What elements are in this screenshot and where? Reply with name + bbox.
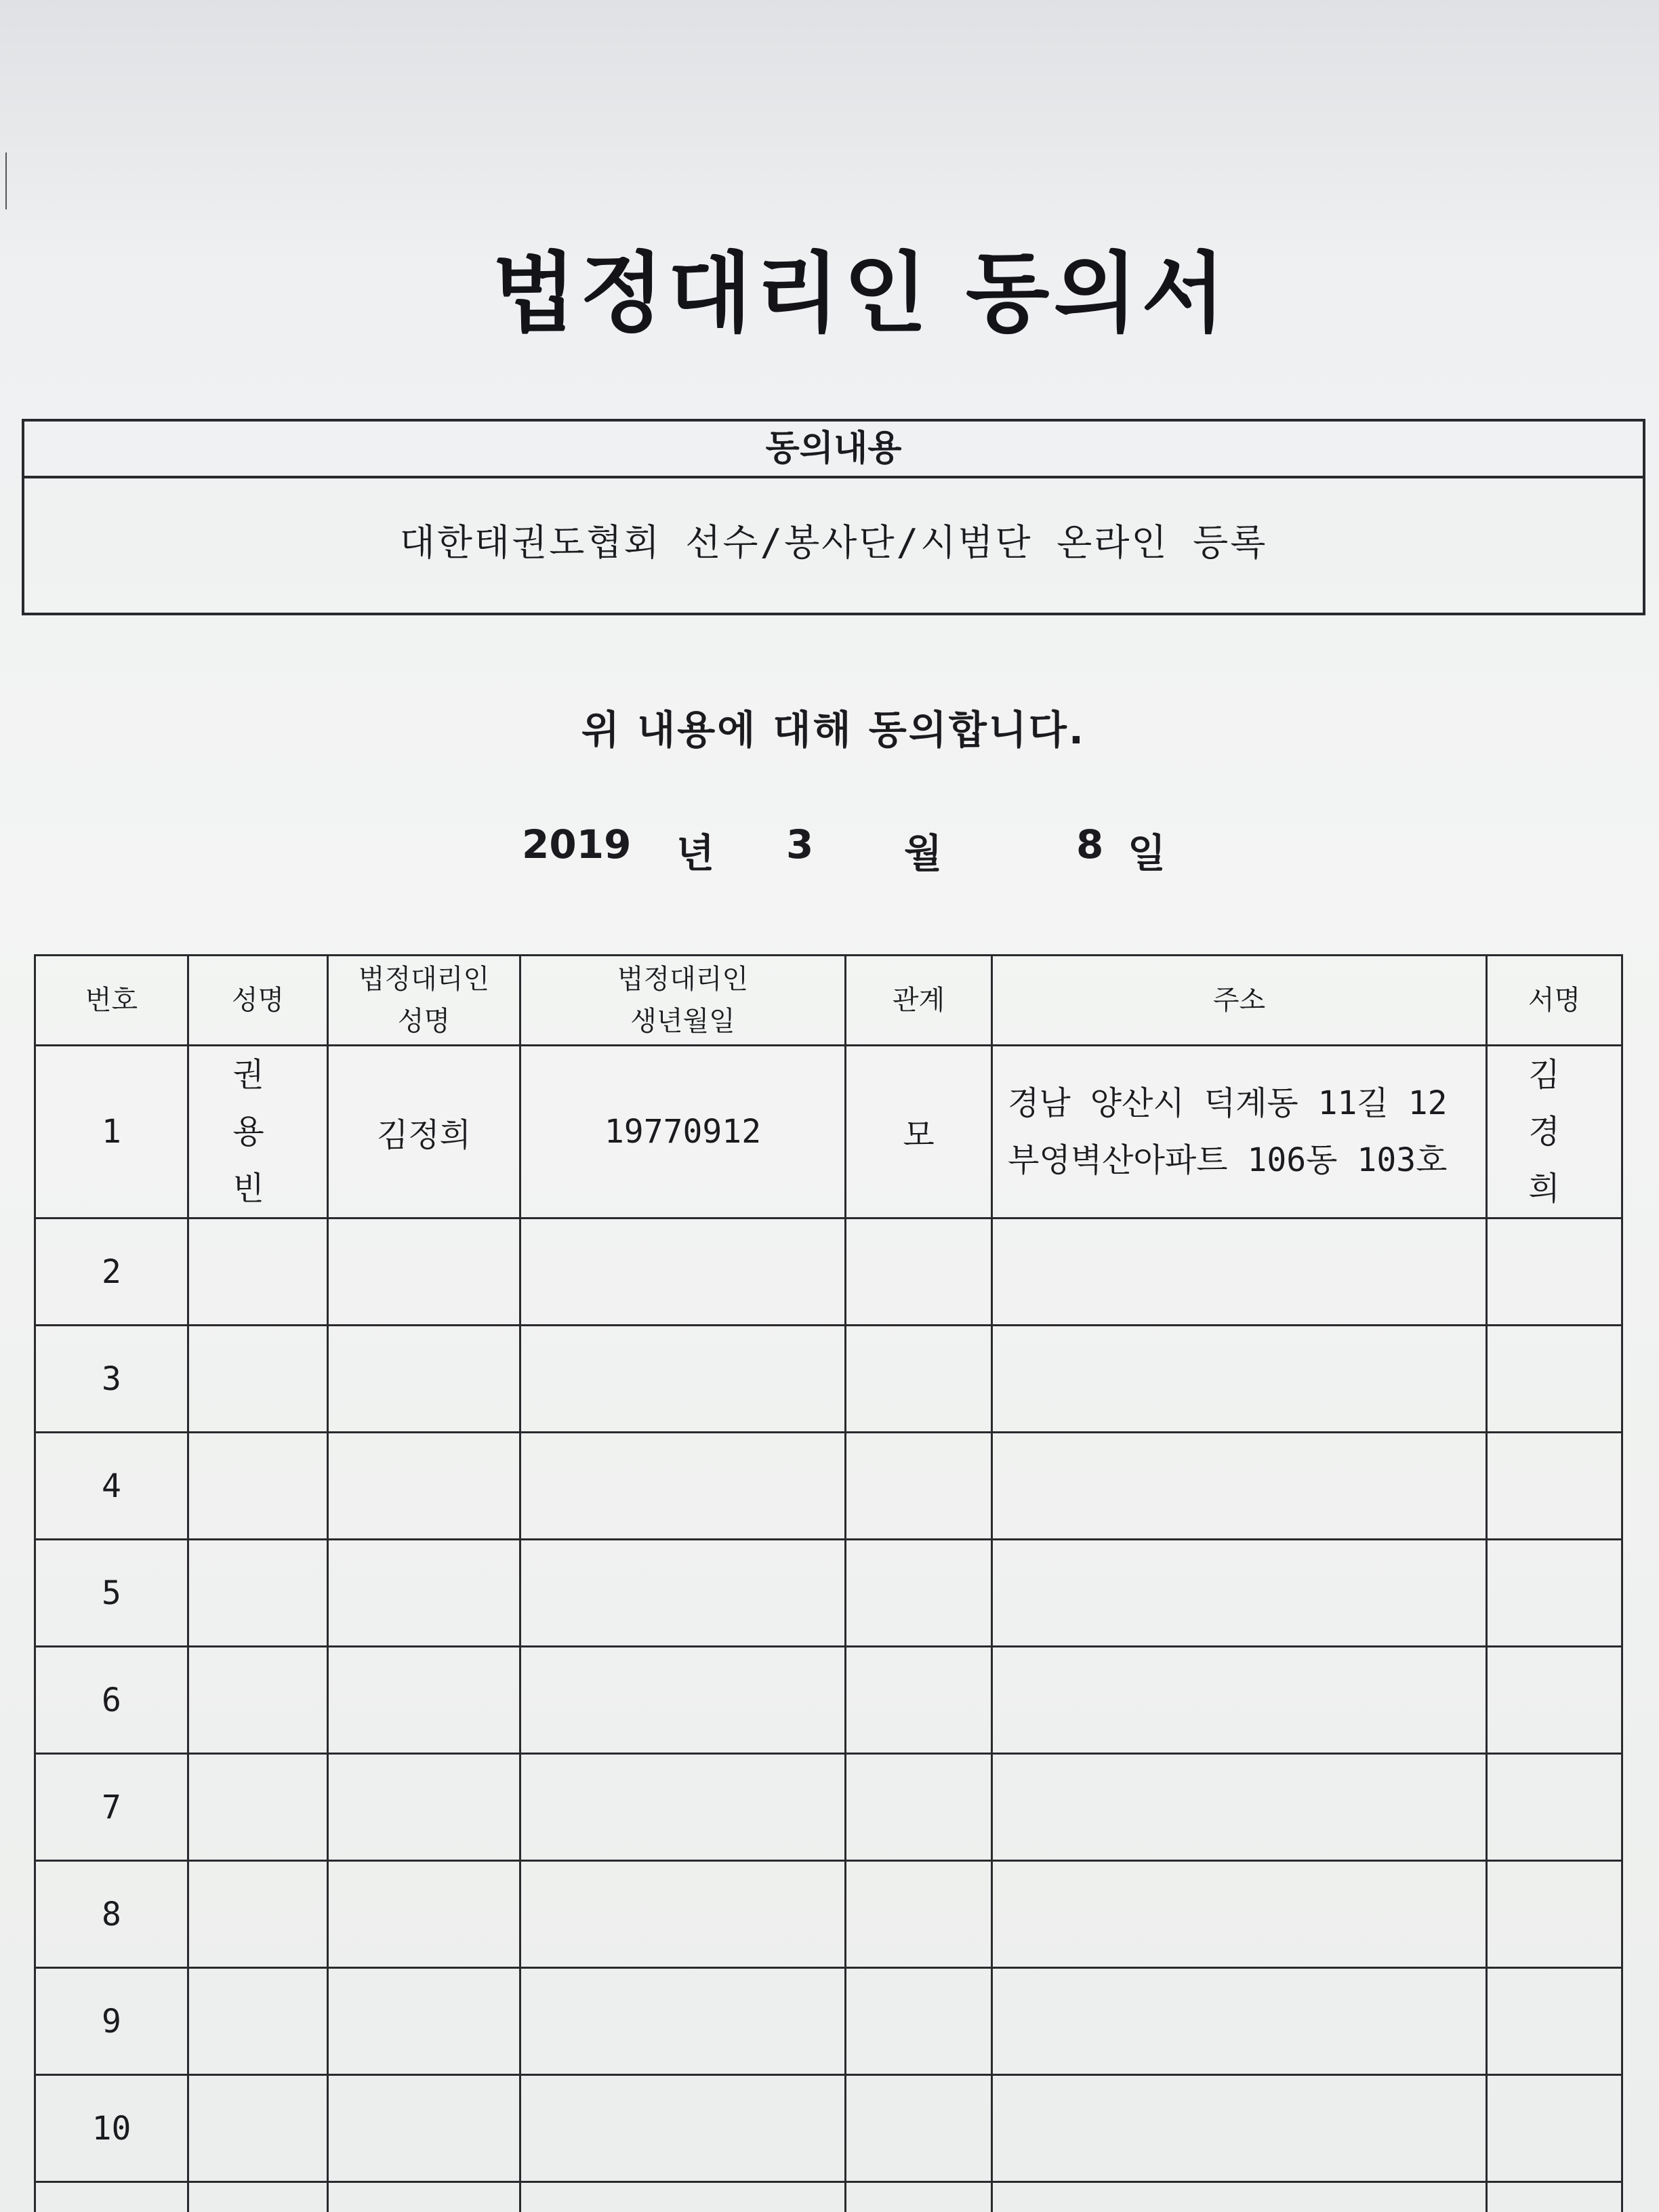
- empty-cell: [188, 1861, 328, 1968]
- empty-cell: [992, 1218, 1487, 1326]
- empty-cell: [188, 2075, 328, 2182]
- table-row: [35, 1754, 1622, 1861]
- empty-cell: [846, 1647, 992, 1754]
- table-row: [35, 1861, 1622, 1968]
- empty-cell: [35, 2182, 188, 2212]
- row-no: 9: [35, 1968, 188, 2075]
- row-no: 8: [35, 1861, 188, 1968]
- row-no: 5: [35, 1540, 188, 1647]
- row-signature: 김 경 희: [1487, 1046, 1622, 1218]
- empty-cell: [188, 1218, 328, 1326]
- empty-cell: [328, 1218, 520, 1326]
- empty-cell: [992, 1647, 1487, 1754]
- empty-cell: [846, 2182, 992, 2212]
- date-day-unit: 일: [1128, 830, 1166, 876]
- empty-cell: [520, 1540, 846, 1647]
- table-header-row: [35, 956, 1622, 1046]
- empty-cell: [1487, 2075, 1622, 2182]
- header-guardian-name: [328, 956, 520, 1046]
- header-guardian-name-line2: 성명: [397, 1006, 451, 1037]
- empty-cell: [992, 2182, 1487, 2212]
- row-no: 3: [35, 1326, 188, 1433]
- empty-cell: [1487, 1968, 1622, 2075]
- empty-cell: [1487, 2182, 1622, 2212]
- guardian-table: [34, 954, 1623, 2212]
- empty-cell: [992, 1754, 1487, 1861]
- consent-content-header: 동의내용: [24, 422, 1643, 478]
- empty-cell: [188, 1647, 328, 1754]
- row-no: 7: [35, 1754, 188, 1861]
- empty-cell: [328, 1861, 520, 1968]
- row-no: 6: [35, 1647, 188, 1754]
- row-no: 2: [35, 1218, 188, 1326]
- empty-cell: [520, 2182, 846, 2212]
- consent-content-box: [22, 419, 1645, 615]
- empty-cell: [992, 1433, 1487, 1540]
- document-page: [20, 0, 1647, 2212]
- header-guardian-birth-line2: 생년월일: [630, 1006, 735, 1037]
- empty-cell: [188, 1968, 328, 2075]
- empty-cell: [992, 1540, 1487, 1647]
- empty-cell: [520, 1754, 846, 1861]
- empty-cell: [188, 1433, 328, 1540]
- header-guardian-birth: [520, 956, 846, 1046]
- empty-cell: [992, 1326, 1487, 1433]
- agreement-statement: 위 내용에 대해 동의합니다.: [581, 707, 1086, 753]
- table-row-partial: [35, 2182, 1622, 2212]
- empty-cell: [188, 2182, 328, 2212]
- header-no: 번호: [35, 956, 188, 1046]
- empty-cell: [520, 1968, 846, 2075]
- empty-cell: [1487, 1326, 1622, 1433]
- window-edge-marker: [0, 152, 7, 209]
- date-month: 3: [786, 821, 814, 867]
- consent-content-body: 대한태권도협회 선수/봉사단/시범단 온라인 등록: [399, 521, 1268, 564]
- table-row: [35, 1218, 1622, 1326]
- empty-cell: [1487, 1218, 1622, 1326]
- table-row: [35, 1968, 1622, 2075]
- empty-cell: [328, 1540, 520, 1647]
- empty-cell: [992, 1968, 1487, 2075]
- empty-cell: [846, 1326, 992, 1433]
- empty-cell: [1487, 1433, 1622, 1540]
- empty-cell: [328, 1433, 520, 1540]
- row-no: 10: [35, 2075, 188, 2182]
- table-row: [35, 1540, 1622, 1647]
- empty-cell: [520, 1647, 846, 1754]
- table-row: [35, 1433, 1622, 1540]
- header-guardian-name-line1: 법정대리인: [358, 964, 490, 995]
- row-no: 4: [35, 1433, 188, 1540]
- empty-cell: [1487, 1540, 1622, 1647]
- empty-cell: [328, 2182, 520, 2212]
- table-row: [35, 1326, 1622, 1433]
- row-relation: 모: [846, 1046, 992, 1218]
- date-month-unit: 월: [904, 830, 943, 876]
- date-year-unit: 년: [676, 830, 715, 876]
- header-address: 주소: [992, 956, 1487, 1046]
- empty-cell: [1487, 1861, 1622, 1968]
- table-row: [35, 1046, 1622, 1218]
- empty-cell: [846, 1540, 992, 1647]
- row-address: 경남 양산시 덕계동 11길 12 부영벽산아파트 106동 103호: [992, 1046, 1487, 1218]
- empty-cell: [520, 1326, 846, 1433]
- empty-cell: [1487, 1754, 1622, 1861]
- empty-cell: [328, 1326, 520, 1433]
- row-guardian-name: 김정희: [328, 1046, 520, 1218]
- empty-cell: [520, 1218, 846, 1326]
- empty-cell: [846, 1968, 992, 2075]
- table-row: [35, 2075, 1622, 2182]
- empty-cell: [846, 1861, 992, 1968]
- empty-cell: [846, 1218, 992, 1326]
- header-guardian-birth-line1: 법정대리인: [617, 964, 749, 995]
- empty-cell: [188, 1540, 328, 1647]
- header-name: 성명: [188, 956, 328, 1046]
- empty-cell: [328, 2075, 520, 2182]
- empty-cell: [992, 1861, 1487, 1968]
- empty-cell: [188, 1754, 328, 1861]
- empty-cell: [846, 1433, 992, 1540]
- date-day: 8: [1076, 821, 1104, 867]
- empty-cell: [1487, 1647, 1622, 1754]
- row-guardian-birth: 19770912: [520, 1046, 846, 1218]
- empty-cell: [328, 1647, 520, 1754]
- empty-cell: [188, 1326, 328, 1433]
- date-year: 2019: [522, 821, 632, 867]
- empty-cell: [992, 2075, 1487, 2182]
- empty-cell: [520, 1861, 846, 1968]
- empty-cell: [520, 2075, 846, 2182]
- row-name: 권 용 빈: [188, 1046, 328, 1218]
- empty-cell: [846, 2075, 992, 2182]
- header-relation: 관계: [846, 956, 992, 1046]
- empty-cell: [328, 1754, 520, 1861]
- empty-cell: [846, 1754, 992, 1861]
- row-no: 1: [35, 1046, 188, 1218]
- header-signature: 서명: [1487, 956, 1622, 1046]
- document-title: 법정대리인 동의서: [492, 243, 1229, 344]
- empty-cell: [328, 1968, 520, 2075]
- empty-cell: [520, 1433, 846, 1540]
- table-row: [35, 1647, 1622, 1754]
